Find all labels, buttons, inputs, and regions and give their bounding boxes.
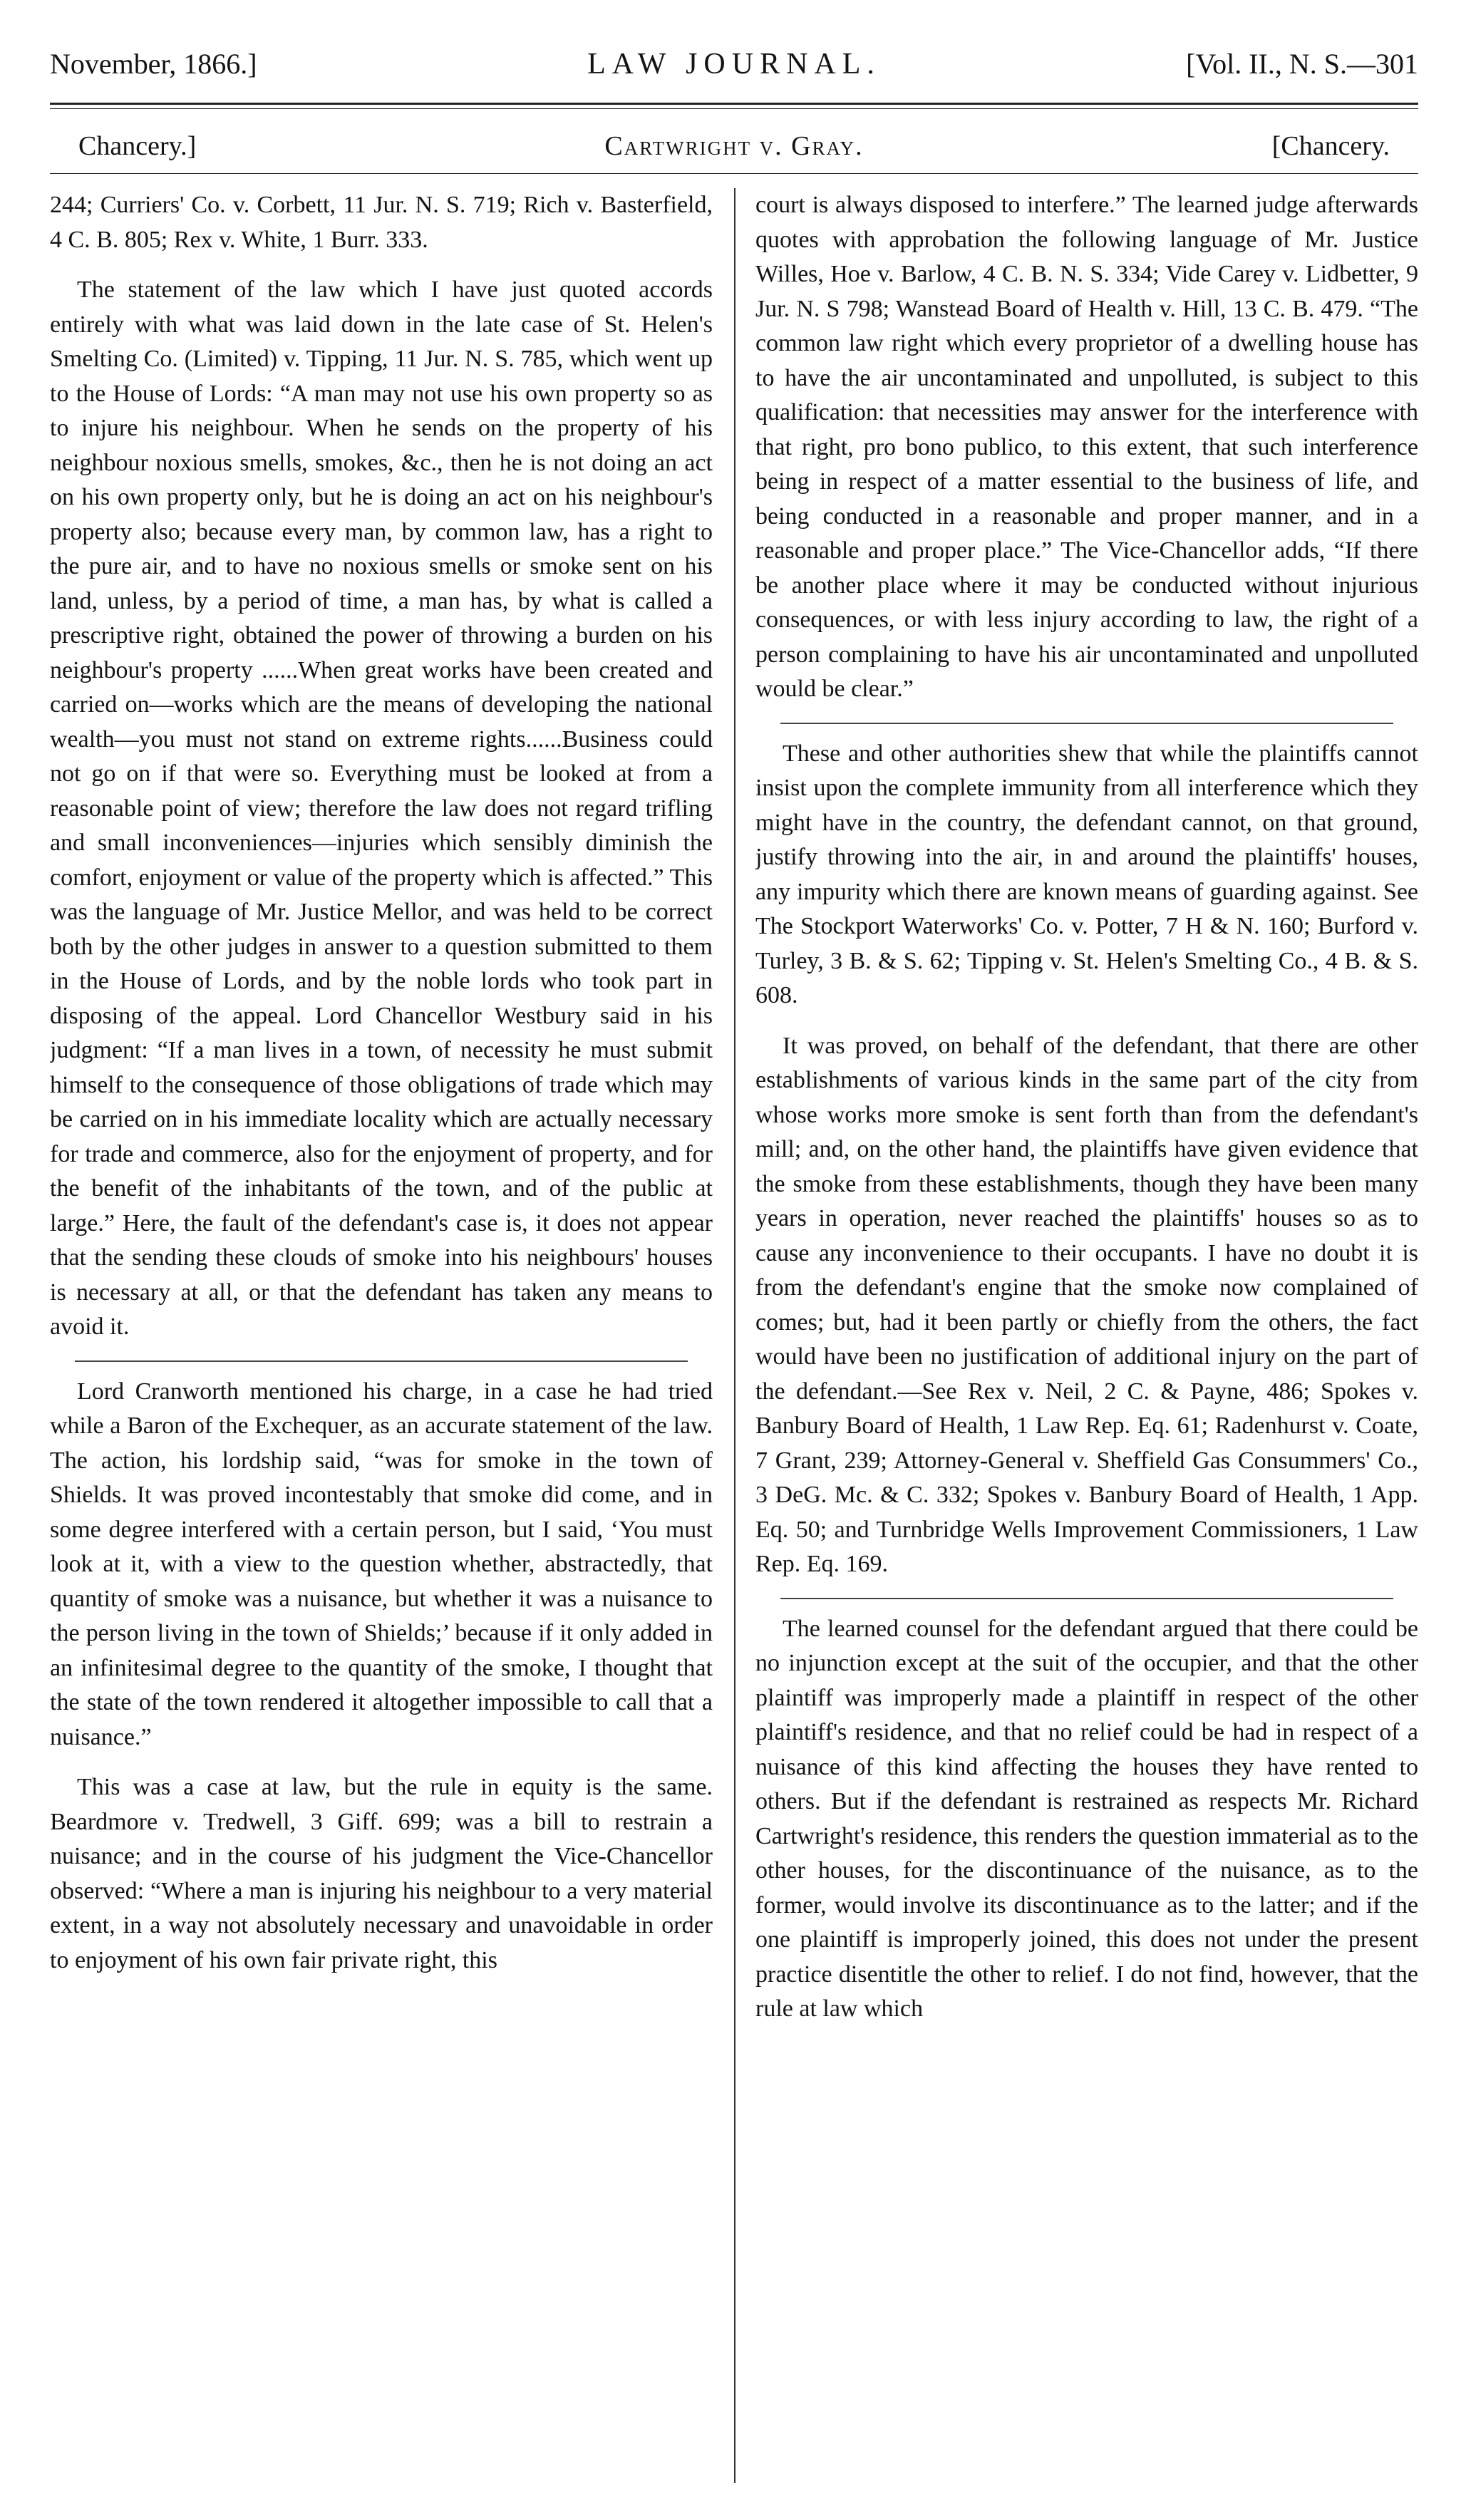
right-column — [755, 188, 1418, 2483]
volume-page: [Vol. II., N. S.—301 — [1186, 48, 1418, 80]
body-columns — [50, 188, 1418, 2483]
left-column — [50, 188, 713, 2483]
case-header — [50, 119, 1418, 173]
paragraph-separator — [75, 1360, 688, 1362]
paragraph-evidence: It was proved, on behalf of the defendant, that there are other establishments of various kinds in the same part of the city from whose works more smoke is sent forth than from the defendant's mill; and, on the other hand, the plaintiffs have given evidence that the smoke from these establishments, though they have been many years in operation, never reached the plaintiffs' houses so as to cause any inconvenience to their occupants. I have no doubt it is from the defendant's engine that the smoke now complained of comes; but, had it been partly or chiefly from the others, the fact would have been no justification of additional injury on the part of the defendant.—See Rex v. Neil, 2 C. & Payne, 486; Spokes v. Banbury Board of Health, 1 Law Rep. Eq. 61; Radenhurst v. Coate, 7 Grant, 239; Attorney-General v. Sheffield Gas Consummers' Co., 3 DeG. Mc. & C. 332; Spokes v. Banbury Board of Health, 1 App. Eq. 50; and Turnbridge Wells Improvement Commissioners, 1 Law Rep. Eq. 169. — [755, 1032, 1418, 1577]
column-divider — [734, 188, 735, 2483]
paragraph-citations: 244; Curriers' Co. v. Corbett, 11 Jur. N. S. 719; Rich v. Basterfield, 4 C. B. 805; Rex v. White, 1 Burr. 333. — [50, 192, 713, 253]
paragraph-lord-cranworth: Lord Cranworth mentioned his charge, in a case he had tried while a Baron of the Exchequer, as an accurate statement of the law. The action, his lordship said, “was for smoke in the town of Shields. It was proved incontestably that smoke did come, and in some degree interfered with a certain person, but I said, ‘You must look at it, with a view to the question whether, abstractedly, that quantity of smoke was a nuisance, but whether it was a nuisance to the person living in the town of Shields;’ because if it only added in an infinitesimal degree to the quantity of the smoke, I thought that the state of the town rendered it altogether impossible to call that a nuisance.” — [50, 1378, 713, 1750]
paragraph-court-interfere: court is always disposed to interfere.” The learned judge afterwards quotes with approbation the following language of Mr. Justice Willes, Hoe v. Barlow, 4 C. B. N. S. 334; Vide Carey v. Lidbetter, 9 Jur. N. S 798; Wanstead Board of Health v. Hill, 13 C. B. 479. “The common law right which every proprietor of a dwelling house has to have the air uncontaminated and unpolluted, is subject to this qualification: that necessities may answer for the interference with that right, pro bono publico, to this extent, that such interference being in respect of a matter essential to the business of life, and being conducted in a reasonable and proper manner, and in a reasonable and proper place.” The Vice-Chancellor adds, “If there be another place where it may be conducted without injurious consequences, or with less injury according to law, the right of a person complaining to have his air uncontaminated and unpolluted would be clear.” — [755, 192, 1418, 702]
issue-date: November, 1866.] — [50, 48, 257, 80]
paragraph-separator — [780, 723, 1393, 724]
paragraph-separator — [780, 1598, 1393, 1599]
paragraph-other-authorities: These and other authorities shew that while the plaintiffs cannot insist upon the complete immunity from all interference which they might have in the country, the defendant cannot, on that ground, justify throwing into the air, in and around the plaintiffs' houses, any impurity which there are known means of guarding against. See The Stockport Waterworks' Co. v. Potter, 7 H & N. 160; Burford v. Turley, 3 B. & S. 62; Tipping v. St. Helen's Smelting Co., 4 B. & S. 608. — [755, 740, 1418, 1008]
court-left: Chancery.] — [78, 131, 197, 161]
running-head — [50, 41, 1418, 87]
paragraph-rule-in-equity: This was a case at law, but the rule in equity is the same. Beardmore v. Tredwell, 3 Giff. 699; was a bill to restrain a nuisance; and in the course of his judgment the Vice-Chancellor observed: “Where a man is injuring his neighbour to a very material extent, in a way not absolutely necessary and unavoidable in order to enjoyment of his own fair private right, this — [50, 1774, 713, 1973]
case-header-rule — [50, 173, 1418, 174]
page — [50, 41, 1418, 2493]
journal-title: LAW JOURNAL. — [587, 48, 881, 81]
case-name: Cartwright v. Gray. — [604, 131, 864, 161]
header-double-rule — [50, 103, 1418, 109]
paragraph-statement-of-law: The statement of the law which I have just quoted accords entirely with what was laid down in the late case of St. Helen's Smelting Co. (Limited) v. Tipping, 11 Jur. N. S. 785, which went up to the House of Lords: “A man may not use his own property so as to injure his neighbour. When he sends on the property of his neighbour noxious smells, smokes, &c., then he is not doing an act on his own property only, but he is doing an act on his neighbour's property also; because every man, by common law, has a right to the pure air, and to have no noxious smells or smoke sent on his land, unless, by a period of time, a man has, by what is called a prescriptive right, obtained the power of throwing a burden on his neighbour's property ......When great works have been created and carried on—works which are the means of developing the national wealth—you must not stand on extreme rights......Business could not go on if that were so. Everything must be looked at from a reasonable point of view; therefore the law does not regard trifling and small inconveniences—injuries which sensibly diminish the comfort, enjoyment or value of the property which is affected.” This was the language of Mr. Justice Mellor, and was held to be correct both by the other judges in answer to a question submitted to them in the House of Lords, and by the noble lords who took part in disposing of the appeal. Lord Chancellor Westbury said in his judgment: “If a man lives in a town, of necessity he must submit himself to the consequence of those obligations of trade which may be carried on in his immediate locality which are actually necessary for trade and commerce, also for the enjoyment of property, and for the benefit of the inhabitants of the town, and of the public at large.” Here, the fault of the defendant's case is, it does not appear that the sending these clouds of smoke into his neighbours' houses is necessary at all, or that the defendant has taken any means to avoid it. — [50, 277, 713, 1340]
paragraph-counsel-argument: The learned counsel for the defendant argued that there could be no injunction except at the suit of the occupier, and that the other plaintiff was improperly made a plaintiff in respect of the other plaintiff's residence, and that no relief could be had in respect of a nuisance of this kind affecting the houses they have rented to others. But if the defendant is restrained as respects Mr. Richard Cartwright's residence, this renders the question immaterial as to the other houses, for the discontinuance of the nuisance, as to the former, would involve its discontinuance as to the latter; and if the one plaintiff is improperly joined, this does not under the present practice disentitle the other to relief. I do not find, however, that the rule at law which — [755, 1615, 1418, 2022]
court-right: [Chancery. — [1271, 131, 1390, 161]
